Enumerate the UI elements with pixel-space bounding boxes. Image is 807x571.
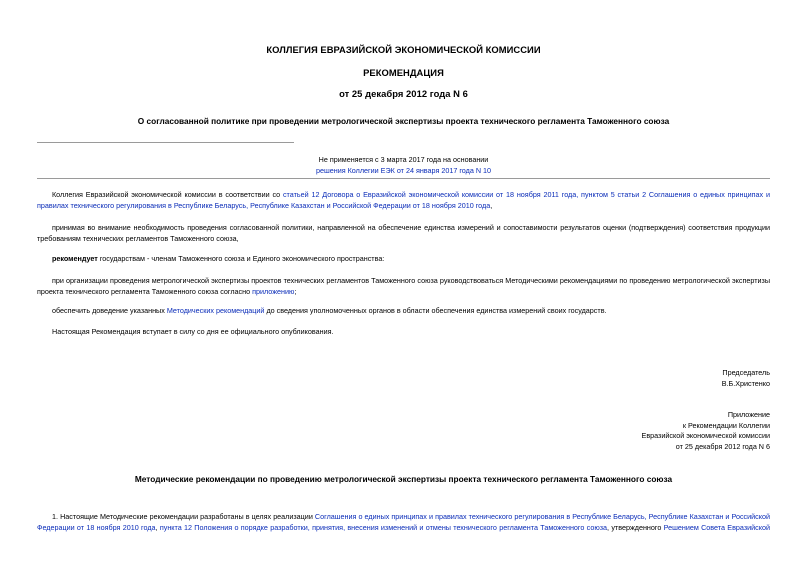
signatory-name: В.Б.Христенко [721, 378, 770, 388]
item-inform-end: до сведения уполномоченных органов в области обеспечения единства измерений своих государств. [264, 306, 607, 315]
effective-date-paragraph: Настоящая Рекомендация вступает в силу со дня ее официального опубликования. [52, 327, 334, 336]
regulation-procedure-link[interactable]: пункта 12 Положения о порядке разработки, принятия, внесения изменений и отмены технического регламента Таможенного союза [159, 523, 608, 533]
signatory-role: Председатель [722, 368, 770, 377]
item-organize-end: ; [294, 287, 297, 297]
appendix-date-line: от 25 декабря 2012 года N 6 [675, 441, 770, 451]
document-date-heading: от 25 декабря 2012 года N 6 [339, 88, 468, 99]
document-title: О согласованной политике при проведении метрологической экспертизы проекта технического регламента Таможенного союза [137, 116, 670, 126]
item-organize-text: при организации проведения метрологической экспертизы проектов технических регламентов Таможенного союза руководствоваться Методическими рекомендациями по проведению метрологической экспертизы проекта технического регламента Таможенного союза согласно [37, 276, 770, 297]
recommends-keyword: рекомендует [52, 254, 98, 263]
appendix-ref-line: к Рекомендации Коллегии [682, 420, 770, 430]
appendix-label: Приложение [727, 410, 770, 419]
considering-paragraph: принимая во внимание необходимость проведения согласованной политики, направленной на обеспечение единства измерений и сопоставимости результатов оценки (подтверждения) соответствия продукции требованиям технических регламентов Таможенного союза, [37, 223, 770, 244]
document-type-heading: РЕКОМЕНДАЦИЯ [363, 67, 444, 78]
signature-block [560, 368, 770, 389]
preamble-text: Коллегия Евразийской экономической комиссии в соответствии со [52, 190, 283, 199]
divider-short [37, 142, 294, 143]
status-note-link[interactable]: решения Коллегии ЕЭК от 24 января 2017 года N 10 [315, 166, 491, 175]
status-note [210, 154, 597, 176]
council-decision-link[interactable]: Решением Совета Евразийской [663, 523, 770, 533]
appendix-title: Методические рекомендации по проведению метрологической экспертизы проекта технического регламента Таможенного союза [134, 474, 673, 484]
status-note-text: Не применяется с 3 марта 2017 года на основании [318, 155, 489, 164]
item-inform-text: обеспечить доведение указанных [52, 306, 167, 315]
section-1-text: 1. Настоящие Методические рекомендации разработаны в целях реализации [52, 512, 315, 521]
section-1-paragraph [37, 511, 770, 533]
recommends-paragraph [37, 253, 770, 264]
issuer-heading: КОЛЛЕГИЯ ЕВРАЗИЙСКОЙ ЭКОНОМИЧЕСКОЙ КОМИССИИ [266, 44, 541, 55]
preamble-paragraph [37, 189, 770, 211]
preamble-legal-link[interactable]: статьей 12 Договора о Евразийской экономической комиссии от 18 ноября 2011 года, пунктом 5 статьи 2 Соглашения о единых принципах и правилах технического регулирования в Республике Беларусь, Республике Казахстан и Российской Федерации от 18 ноября 2010 года [37, 190, 770, 211]
appendix-link[interactable]: приложению [252, 287, 295, 297]
preamble-end: , [490, 201, 493, 211]
methodical-recommendations-link[interactable]: Методических рекомендаций [166, 306, 265, 315]
agreement-link[interactable]: Соглашения о единых принципах и правилах технического регулирования в Республике Беларусь, Республике Казахстан и Российской Федерации от 18 ноября 2010 года [37, 512, 770, 533]
item-inform-paragraph [37, 305, 770, 316]
section-1-separator: , [155, 523, 160, 533]
recommends-text: государствам - членам Таможенного союза и Единого экономического пространства: [97, 254, 385, 263]
item-organize-paragraph [37, 275, 770, 297]
section-1-approved-text: , утвержденного [607, 523, 664, 533]
appendix-issuer-line: Евразийской экономической комиссии [641, 431, 770, 441]
divider-full [37, 178, 770, 179]
appendix-header-block [560, 410, 770, 452]
